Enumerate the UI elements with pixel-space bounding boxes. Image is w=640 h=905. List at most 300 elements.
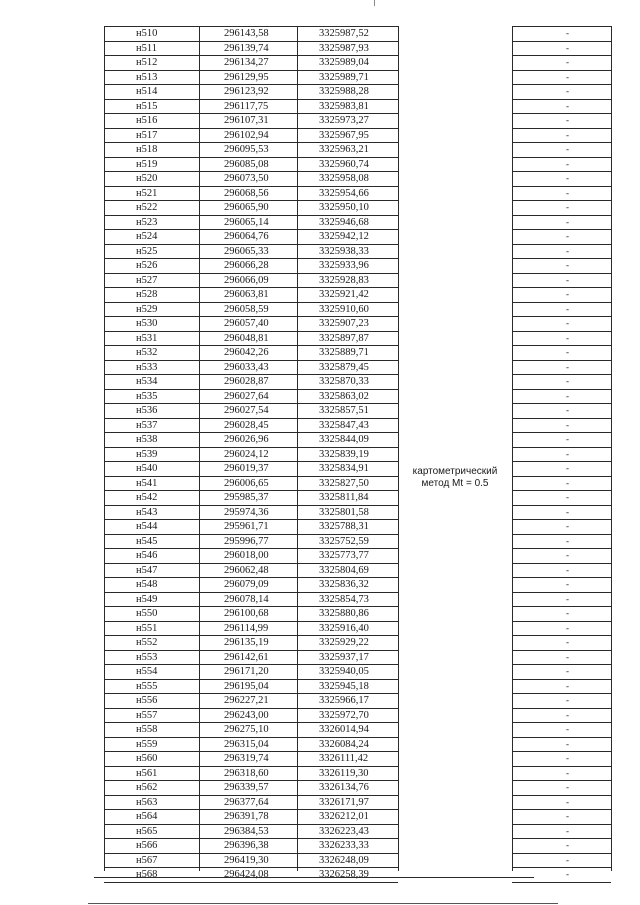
row-rule	[512, 258, 611, 259]
accuracy-dash: -	[566, 666, 569, 676]
row-rule	[512, 99, 611, 100]
coordinate-y: 3325972,70	[319, 709, 369, 721]
row-rule	[512, 563, 611, 564]
table-row	[104, 360, 611, 375]
point-name: н520	[136, 173, 158, 184]
point-name: н514	[136, 86, 158, 97]
point-name: н561	[136, 767, 158, 779]
coordinate-x: 296339,57	[224, 782, 269, 793]
method-note	[400, 466, 510, 490]
coordinate-y: 3325945,18	[319, 680, 369, 692]
row-rule	[512, 186, 611, 187]
coordinate-y: 3325989,04	[319, 57, 369, 68]
coordinate-x: 296195,04	[224, 680, 269, 692]
coordinate-x: 296114,99	[224, 622, 269, 634]
accuracy-dash: -	[566, 129, 569, 140]
coordinate-x: 296243,00	[224, 709, 269, 721]
row-rule	[512, 302, 611, 303]
point-name: н550	[136, 608, 158, 619]
point-name: н567	[136, 854, 158, 866]
point-name: н526	[136, 260, 158, 271]
coordinate-y: 3325940,05	[319, 666, 369, 677]
coordinate-x: 296048,81	[224, 332, 269, 344]
row-rule	[512, 490, 611, 491]
point-name: н554	[136, 666, 158, 677]
table-row	[104, 41, 611, 56]
table-row	[104, 99, 611, 114]
coordinate-x: 296073,50	[224, 173, 269, 184]
point-name: н553	[136, 651, 158, 663]
accuracy-dash: -	[566, 463, 569, 473]
accuracy-dash: -	[566, 28, 569, 38]
table-row	[104, 70, 611, 85]
point-name: н555	[136, 680, 158, 692]
coordinate-x: 296384,53	[224, 825, 269, 837]
accuracy-dash: -	[566, 419, 569, 430]
table-row	[104, 693, 611, 708]
table-row	[104, 563, 611, 578]
point-name: н547	[136, 564, 158, 576]
point-name: н528	[136, 289, 158, 300]
row-rule	[512, 635, 611, 636]
coordinate-y: 3325937,17	[319, 651, 369, 663]
row-rule	[512, 403, 611, 404]
table-row	[104, 157, 611, 172]
point-name: н552	[136, 637, 158, 648]
accuracy-dash: -	[566, 448, 569, 459]
row-rule	[512, 84, 611, 85]
point-name: н541	[136, 477, 158, 489]
table-row	[104, 461, 611, 476]
coordinate-x: 296102,94	[224, 129, 269, 141]
table-row	[104, 838, 611, 853]
row-rule	[512, 461, 611, 462]
coordinate-x: 296100,68	[224, 608, 269, 619]
table-bottom-rule	[94, 877, 534, 878]
row-rule	[512, 476, 611, 477]
coordinate-y: 3325834,91	[319, 463, 369, 474]
row-rule	[512, 592, 611, 593]
table-row	[104, 113, 611, 128]
table-row	[104, 824, 611, 839]
coordinate-x: 296135,19	[224, 637, 269, 648]
accuracy-dash: -	[566, 564, 569, 575]
coordinate-y: 3325966,17	[319, 695, 369, 706]
point-name: н517	[136, 129, 158, 141]
coordinate-y: 3325907,23	[319, 318, 369, 329]
accuracy-dash: -	[566, 202, 569, 212]
table-row	[104, 853, 611, 868]
scan-mark	[374, 0, 375, 6]
coordinate-y: 3325942,12	[319, 231, 369, 242]
row-rule	[512, 505, 611, 506]
coordinate-x: 296171,20	[224, 666, 269, 677]
table-row	[104, 722, 611, 737]
coordinate-x: 296065,14	[224, 216, 269, 228]
point-name: н523	[136, 216, 158, 228]
coordinate-x: 296107,31	[224, 115, 269, 126]
row-rule	[512, 171, 611, 172]
accuracy-dash: -	[566, 115, 569, 125]
accuracy-dash: -	[566, 318, 569, 328]
table-row	[104, 795, 611, 810]
point-name: н537	[136, 419, 158, 431]
coordinate-x: 296419,30	[224, 854, 269, 866]
coordinate-y: 3326233,33	[319, 840, 369, 851]
coordinate-y: 3325921,42	[319, 289, 369, 300]
point-name: н531	[136, 332, 158, 344]
table-row	[104, 490, 611, 505]
coordinate-y: 3325788,31	[319, 521, 369, 532]
coordinate-x: 296318,60	[224, 767, 269, 779]
method-note-line1: картометрический	[412, 466, 498, 477]
row-rule	[512, 766, 611, 767]
coordinate-x: 296027,64	[224, 390, 269, 402]
coordinate-y: 3326258,39	[319, 869, 369, 880]
point-name: н551	[136, 622, 158, 634]
point-name: н549	[136, 593, 158, 605]
table-row	[104, 316, 611, 331]
accuracy-dash: -	[566, 100, 569, 111]
accuracy-dash: -	[566, 695, 569, 705]
coordinate-y: 3325916,40	[319, 622, 369, 634]
point-name: н534	[136, 376, 158, 387]
row-rule	[512, 809, 611, 810]
table-row	[104, 592, 611, 607]
accuracy-dash: -	[566, 709, 569, 720]
point-name: н566	[136, 840, 158, 851]
point-name: н535	[136, 390, 158, 402]
table-row	[104, 809, 611, 824]
coordinate-x: 296424,08	[224, 869, 269, 880]
point-name: н563	[136, 796, 158, 808]
coordinate-x: 296377,64	[224, 796, 269, 808]
coordinate-y: 3325950,10	[319, 202, 369, 213]
accuracy-dash: -	[566, 390, 569, 401]
coordinate-x: 296062,48	[224, 564, 269, 576]
point-name: н559	[136, 738, 158, 750]
accuracy-dash: -	[566, 506, 569, 517]
row-rule	[512, 70, 611, 71]
point-name: н522	[136, 202, 158, 213]
table-row	[104, 128, 611, 143]
coordinate-x: 296085,08	[224, 158, 269, 170]
table-row	[104, 26, 611, 41]
coordinate-x: 296117,75	[224, 100, 269, 112]
accuracy-dash: -	[566, 144, 569, 154]
coordinate-y: 3325983,81	[319, 100, 369, 112]
table-row	[104, 258, 611, 273]
coordinate-x: 296065,33	[224, 245, 269, 257]
table-row	[104, 432, 611, 447]
point-name: н519	[136, 158, 158, 170]
row-rule	[512, 751, 611, 752]
coordinate-x: 296227,21	[224, 695, 269, 706]
coordinate-x: 296275,10	[224, 724, 269, 735]
point-name: н560	[136, 753, 158, 764]
table-row	[104, 389, 611, 404]
table-row	[104, 447, 611, 462]
table-row	[104, 287, 611, 302]
row-rule	[512, 142, 611, 143]
row-rule	[512, 708, 611, 709]
table-row	[104, 186, 611, 201]
coordinate-y: 3325854,73	[319, 593, 369, 605]
table-row	[104, 302, 611, 317]
row-rule	[512, 287, 611, 288]
row-rule	[512, 316, 611, 317]
coordinate-y: 3326111,42	[319, 753, 369, 764]
row-rule	[512, 113, 611, 114]
coordinate-y: 3325946,68	[319, 216, 369, 228]
point-name: н512	[136, 57, 158, 68]
row-rule	[512, 41, 611, 42]
table-row	[104, 867, 611, 882]
table-row	[104, 200, 611, 215]
coordinate-y: 3325836,32	[319, 579, 369, 590]
table-row	[104, 679, 611, 694]
row-rule	[104, 882, 398, 883]
accuracy-dash: -	[566, 738, 569, 749]
table-row	[104, 345, 611, 360]
coordinate-y: 3325954,66	[319, 187, 369, 199]
point-name: н548	[136, 579, 158, 590]
accuracy-dash: -	[566, 361, 569, 372]
coordinate-y: 3326014,94	[319, 724, 369, 735]
accuracy-dash: -	[566, 840, 569, 850]
coordinate-x: 296319,74	[224, 753, 269, 764]
table-row	[104, 171, 611, 186]
table-row	[104, 142, 611, 157]
accuracy-dash: -	[566, 303, 569, 314]
point-name: н536	[136, 405, 158, 416]
row-rule	[512, 331, 611, 332]
coordinate-y: 3325773,77	[319, 550, 369, 561]
table-row	[104, 751, 611, 766]
coordinate-y: 3325811,84	[319, 492, 369, 503]
accuracy-dash: -	[566, 332, 569, 343]
point-name: н544	[136, 521, 158, 532]
accuracy-dash: -	[566, 622, 569, 633]
point-name: н564	[136, 811, 158, 822]
point-name: н515	[136, 100, 158, 112]
row-rule	[512, 722, 611, 723]
coordinate-x: 296064,76	[224, 231, 269, 242]
point-name: н518	[136, 144, 158, 155]
row-rule	[512, 215, 611, 216]
point-name: н530	[136, 318, 158, 329]
coordinate-y: 3325928,83	[319, 274, 369, 286]
row-rule	[512, 26, 611, 27]
coordinate-y: 3325827,50	[319, 477, 369, 489]
coordinate-y: 3326248,09	[319, 854, 369, 866]
table-row	[104, 650, 611, 665]
coordinate-y: 3325847,43	[319, 419, 369, 431]
point-name: н556	[136, 695, 158, 706]
coordinate-y: 3325889,71	[319, 347, 369, 358]
row-rule	[512, 534, 611, 535]
coordinate-x: 296027,54	[224, 405, 269, 416]
table-row	[104, 229, 611, 244]
point-name: н525	[136, 245, 158, 257]
row-rule	[512, 157, 611, 158]
point-name: н558	[136, 724, 158, 735]
row-rule	[512, 867, 611, 868]
accuracy-dash: -	[566, 767, 569, 778]
coordinate-y: 3325967,95	[319, 129, 369, 141]
table-row	[104, 780, 611, 795]
coordinate-x: 296033,43	[224, 361, 269, 373]
coordinate-y: 3325879,45	[319, 361, 369, 373]
table-row	[104, 621, 611, 636]
point-name: н513	[136, 71, 158, 83]
coordinate-y: 3325929,22	[319, 637, 369, 648]
coordinate-y: 3326212,01	[319, 811, 369, 822]
coordinate-y: 3325897,87	[319, 332, 369, 344]
table-row	[104, 55, 611, 70]
accuracy-dash: -	[566, 376, 569, 386]
table-row	[104, 635, 611, 650]
table-row	[104, 534, 611, 549]
coordinate-y: 3326084,24	[319, 738, 369, 750]
accuracy-dash: -	[566, 57, 569, 67]
coordinate-y: 3325863,02	[319, 390, 369, 402]
coordinate-x: 296129,95	[224, 71, 269, 83]
table-row	[104, 418, 611, 433]
coordinate-x: 296066,09	[224, 274, 269, 286]
row-rule	[512, 244, 611, 245]
table-row	[104, 664, 611, 679]
accuracy-dash: -	[566, 289, 569, 299]
accuracy-dash: -	[566, 260, 569, 270]
row-rule	[512, 128, 611, 129]
row-rule	[512, 55, 611, 56]
table-row	[104, 476, 611, 491]
row-rule	[512, 389, 611, 390]
accuracy-dash: -	[566, 637, 569, 647]
row-rule	[512, 824, 611, 825]
point-name: н529	[136, 303, 158, 315]
row-rule	[512, 664, 611, 665]
accuracy-dash: -	[566, 86, 569, 96]
coordinate-x: 296028,87	[224, 376, 269, 387]
coordinate-x: 296134,27	[224, 57, 269, 68]
accuracy-dash: -	[566, 492, 569, 502]
row-rule	[512, 838, 611, 839]
table-row	[104, 766, 611, 781]
coordinate-y: 3325804,69	[319, 564, 369, 576]
accuracy-dash: -	[566, 42, 569, 53]
coordinate-x: 296028,45	[224, 419, 269, 431]
coordinate-x: 296315,04	[224, 738, 269, 750]
row-rule	[512, 229, 611, 230]
accuracy-dash: -	[566, 854, 569, 865]
row-rule	[512, 577, 611, 578]
coordinate-y: 3325987,93	[319, 42, 369, 54]
accuracy-dash: -	[566, 753, 569, 763]
coordinate-x: 296026,96	[224, 434, 269, 445]
table-row	[104, 548, 611, 563]
accuracy-dash: -	[566, 651, 569, 662]
coordinate-x: 296063,81	[224, 289, 269, 300]
coordinate-x: 296143,58	[224, 28, 269, 39]
coordinate-x: 295974,36	[224, 506, 269, 518]
row-rule	[512, 447, 611, 448]
coordinate-y: 3325870,33	[319, 376, 369, 387]
coordinate-x: 296066,28	[224, 260, 269, 271]
coordinate-x: 296024,12	[224, 448, 269, 460]
coordinate-y: 3326171,97	[319, 796, 369, 808]
table-row	[104, 505, 611, 520]
coordinate-x: 296391,78	[224, 811, 269, 822]
row-rule	[512, 693, 611, 694]
row-rule	[512, 548, 611, 549]
table-row	[104, 606, 611, 621]
point-name: н557	[136, 709, 158, 721]
coordinate-y: 3326134,76	[319, 782, 369, 793]
coordinate-x: 296018,00	[224, 550, 269, 561]
coordinate-x: 296396,38	[224, 840, 269, 851]
method-note-line2: метод Mt = 0.5	[421, 478, 489, 489]
accuracy-dash: -	[566, 245, 569, 256]
coordinate-x: 295996,77	[224, 535, 269, 547]
accuracy-dash: -	[566, 405, 569, 415]
accuracy-dash: -	[566, 782, 569, 792]
accuracy-dash: -	[566, 680, 569, 691]
coordinate-x: 296042,26	[224, 347, 269, 358]
row-rule	[512, 780, 611, 781]
coordinate-y: 3325910,60	[319, 303, 369, 315]
coordinate-y: 3325989,71	[319, 71, 369, 83]
point-name: н546	[136, 550, 158, 561]
point-name: н532	[136, 347, 158, 358]
point-name: н542	[136, 492, 158, 503]
coordinate-y: 3325839,19	[319, 448, 369, 460]
point-name: н565	[136, 825, 158, 837]
point-name: н511	[136, 42, 157, 54]
table-row	[104, 244, 611, 259]
point-name: н533	[136, 361, 158, 373]
accuracy-dash: -	[566, 535, 569, 546]
coordinate-y: 3326119,30	[319, 767, 369, 779]
table-row	[104, 215, 611, 230]
point-name: н527	[136, 274, 158, 286]
coordinate-x: 296058,59	[224, 303, 269, 315]
table-closing-rule	[104, 882, 611, 897]
row-rule	[512, 650, 611, 651]
accuracy-dash: -	[566, 724, 569, 734]
row-rule	[512, 853, 611, 854]
accuracy-dash: -	[566, 796, 569, 807]
coordinate-x: 296065,90	[224, 202, 269, 213]
coordinate-y: 3325960,74	[319, 158, 369, 170]
row-rule	[512, 418, 611, 419]
row-rule	[512, 374, 611, 375]
table-row	[104, 737, 611, 752]
point-name: н524	[136, 231, 158, 242]
point-name: н568	[136, 869, 158, 880]
coordinate-y: 3326223,43	[319, 825, 369, 837]
accuracy-dash: -	[566, 811, 569, 821]
page-bottom-edge	[88, 903, 558, 904]
row-rule	[512, 432, 611, 433]
accuracy-dash: -	[566, 231, 569, 241]
accuracy-dash: -	[566, 825, 569, 836]
point-name: н540	[136, 463, 158, 474]
table-row	[104, 331, 611, 346]
accuracy-dash: -	[566, 521, 569, 531]
accuracy-dash: -	[566, 347, 569, 357]
